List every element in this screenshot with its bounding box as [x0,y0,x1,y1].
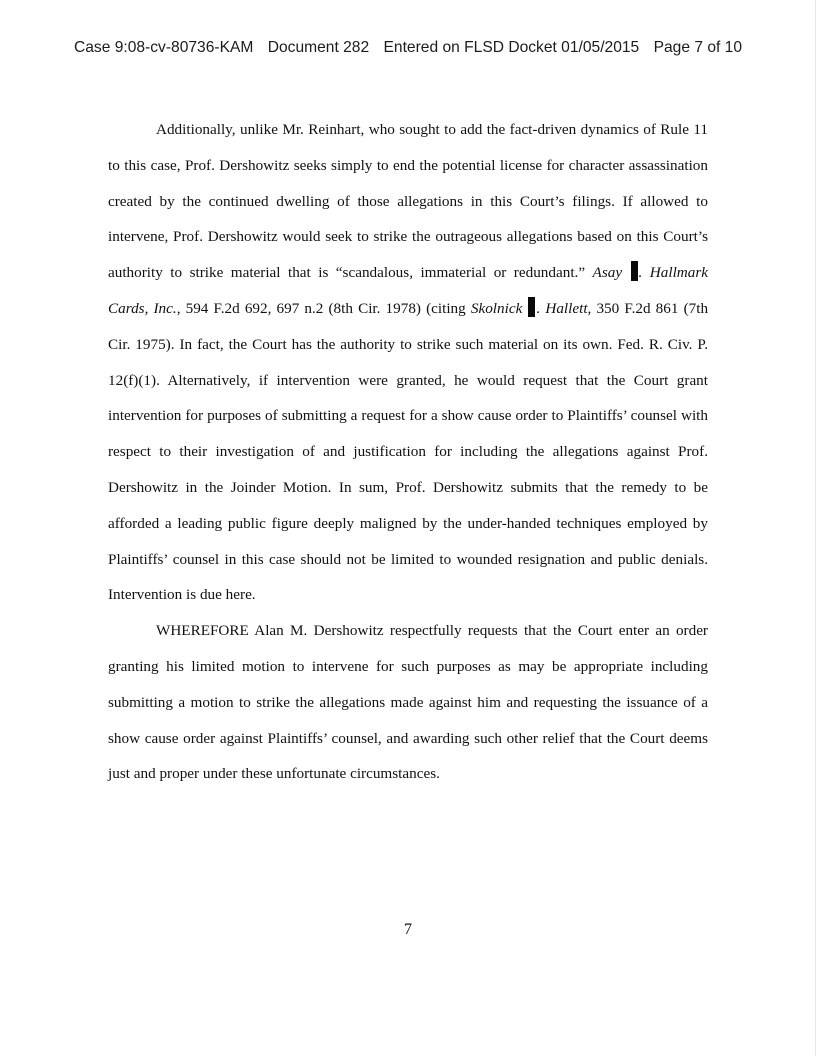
paragraph-additionally [108,112,708,613]
page-number: 7 [404,921,412,938]
docket-entry: Entered on FLSD Docket 01/05/2015 [383,39,640,56]
case-citation-skolnick: Skolnick [470,299,523,317]
redaction-mark [631,261,638,281]
case-citation-hallett: . Hallett [536,299,588,317]
docket-header [0,39,816,57]
case-citation-asay: Asay [592,264,623,282]
case-citation-hallmark: . Hallmark Cards, Inc. [108,264,709,317]
paragraph-wherefore: WHEREFORE Alan M. Dershowitz respectfully requests that the Court enter an order granting his limited motion to intervene for such purposes as may be appropriate including submitting a motion to strike the allegations made against him and requesting the issuance of a show cause order against Plaintiffs’ counsel, and awarding such other relief that the Court deems just and proper under these unfortunate circumstances. [108,622,708,783]
case-number: Case 9:08-cv-80736-KAM [73,39,254,56]
page-indicator: Page 7 of 10 [653,39,743,56]
citation-text: , 594 F.2d 692, 697 n.2 (8th Cir. 1978) (citing [176,299,466,317]
paragraph-text: Additionally, unlike Mr. Reinhart, who sought to add the fact-driven dynamics of Rule 11 to this case, Prof. Dershowitz seeks simply to end the potential license for character assassination created by the continued dwelling of those allegations in this Court’s filings. If allowed to intervene, Prof. Dershowitz would seek to strike the outrageous allegations based on this Court’s authority to strike material that is “scandalous, immaterial or redundant.” [108,121,708,282]
redaction-mark [528,297,535,317]
document-number: Document 282 [267,39,370,56]
paragraph-text: , 350 F.2d 861 (7th Cir. 1975). In fact, the Court has the authority to strike such material on its own. Fed. R. Civ. P. 12(f)(1). Alternatively, if intervention were granted, he would request that the Court grant intervention for purposes of submitting a request for a show cause order to Plaintiffs’ counsel with respect to their investigation of and justification for including the allegations against Prof. Dershowitz in the Joinder Motion. In sum, Prof. Dershowitz submits that the remedy to be afforded a leading public figure deeply maligned by the under-handed techniques employed by Plaintiffs’ counsel in this case should not be limited to wounded resignation and public denials. Intervention is due here. [108,299,709,604]
document-body [108,112,708,792]
